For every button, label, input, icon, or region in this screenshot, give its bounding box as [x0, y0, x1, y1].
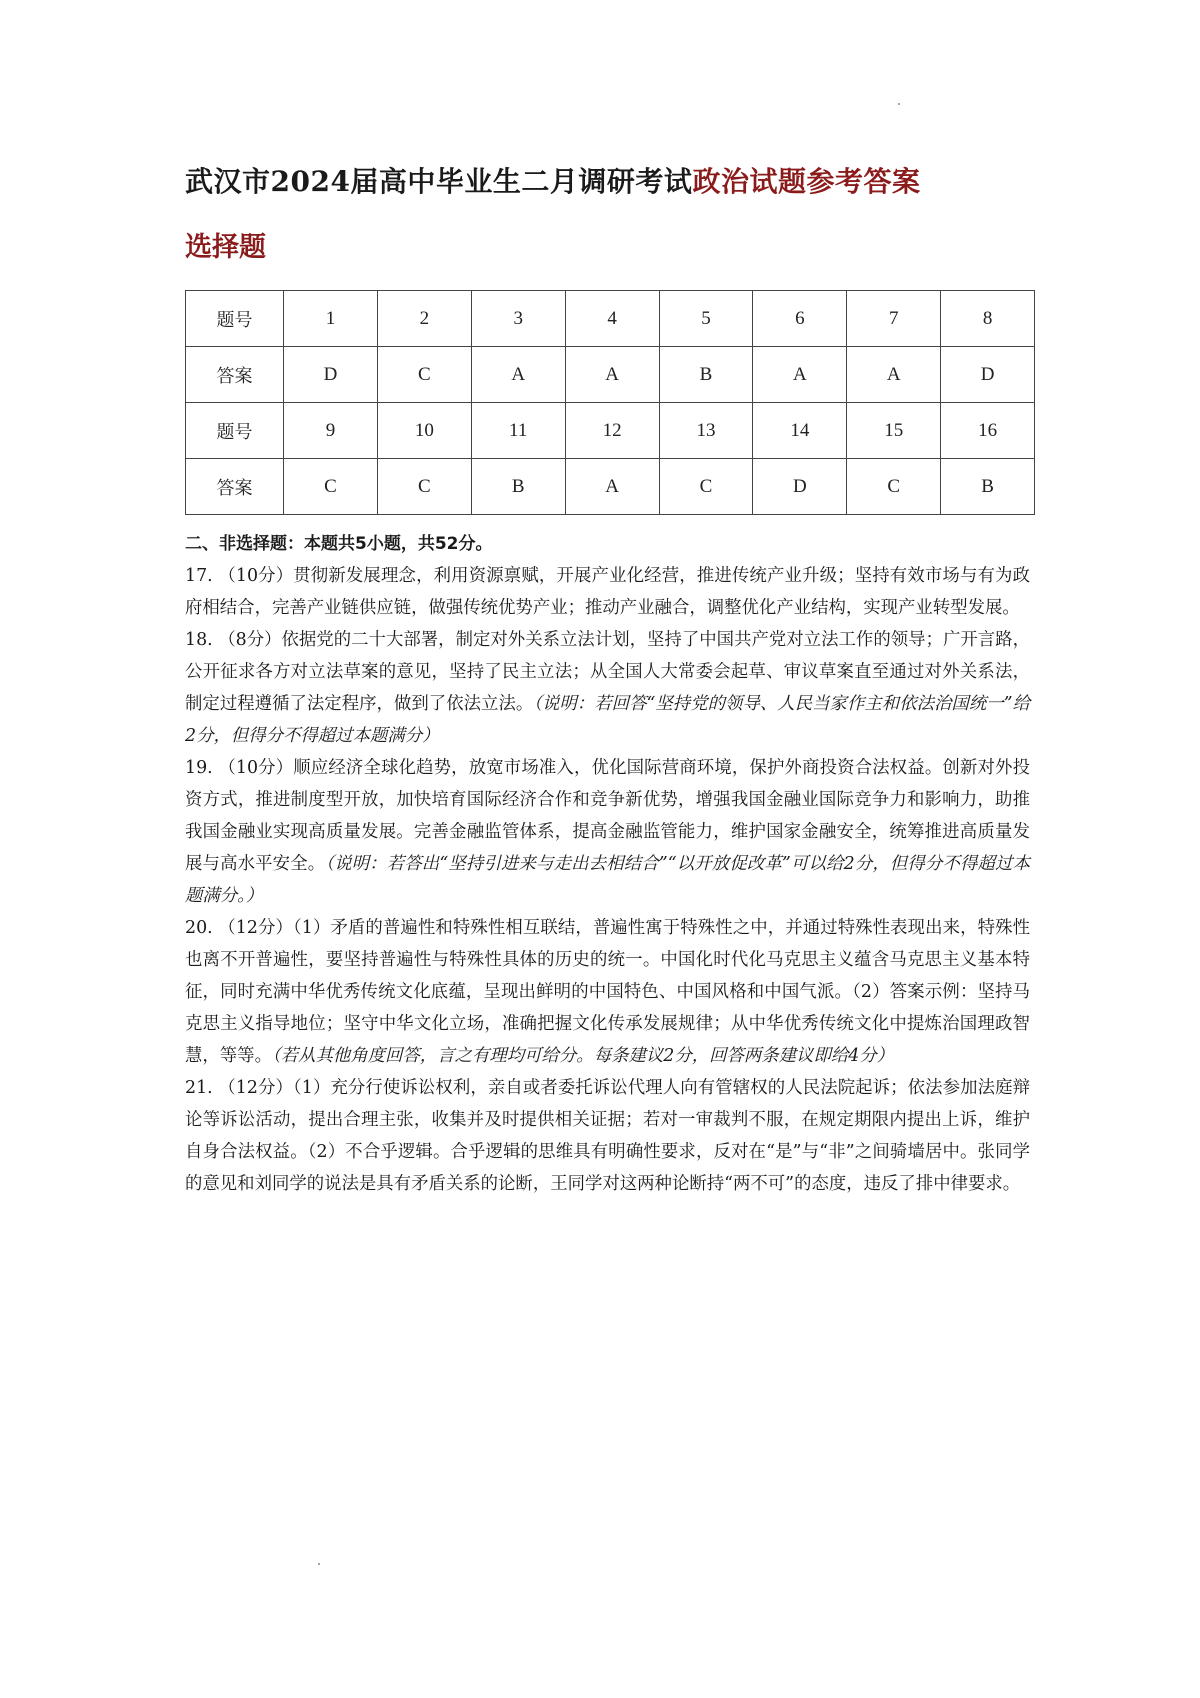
answer-table — [185, 290, 1035, 515]
row-label: 题号 — [186, 291, 284, 347]
table-cell: 14 — [753, 403, 847, 459]
table-cell: A — [471, 347, 565, 403]
answer-text: 18. （8分）依据党的二十大部署，制定对外关系立法计划，坚持了中国共产党对立法工作的领导；广开言路，公开征求各方对立法草案的意见，坚持了民主立法；从全国人大常委会起草、审议草案直至通过对外关系法，制定过程遵循了法定程序，做到了依法立法。 — [185, 630, 1030, 714]
table-cell: B — [941, 459, 1035, 515]
table-cell: D — [284, 347, 378, 403]
table-cell: 13 — [659, 403, 753, 459]
title-main: 武汉市2024届高中毕业生二月调研考试 — [185, 165, 693, 198]
table-row — [186, 403, 1035, 459]
table-cell: A — [565, 347, 659, 403]
table-cell: 16 — [941, 403, 1035, 459]
table-cell: 12 — [565, 403, 659, 459]
answer-text: 20. （12分）（1）矛盾的普遍性和特殊性相互联结，普遍性寓于特殊性之中，并通过特殊性表现出来，特殊性也离不开普遍性，要坚持普遍性与特殊性具体的历史的统一。中国化时代化马克思主义蕴含马克思主义基本特征，同时充满中华优秀传统文化底蕴，呈现出鲜明的中国特色、中国风格和中国气派。（2）答案示例：坚持马克思主义指导地位；坚守中华文化立场，准确把握文化传承发展规律；从中华优秀传统文化中提炼治国理政智慧，等等。 — [185, 918, 1030, 1066]
table-cell: 2 — [377, 291, 471, 347]
section-heading-choice: 选择题 — [185, 232, 266, 263]
table-cell: 9 — [284, 403, 378, 459]
scoring-note: （若从其他角度回答，言之有理均可给分。每条建议2分，回答两条建议即给4分） — [271, 1046, 895, 1066]
row-label: 答案 — [186, 347, 284, 403]
scoring-note: （说明：若答出“坚持引进来与走出去相结合”“以开放促改革”可以给2分，但得分不得超过本题满分。） — [185, 854, 1030, 906]
answer-q18 — [185, 624, 1030, 752]
table-cell: C — [377, 347, 471, 403]
table-cell: 11 — [471, 403, 565, 459]
question-list — [185, 560, 1030, 1200]
table-cell: A — [565, 459, 659, 515]
table-cell: D — [941, 347, 1035, 403]
table-cell: 15 — [847, 403, 941, 459]
table-cell: 10 — [377, 403, 471, 459]
answer-q21 — [185, 1072, 1030, 1200]
answer-q19 — [185, 752, 1030, 912]
table-cell: C — [659, 459, 753, 515]
answer-text: 17. （10分）贯彻新发展理念，利用资源禀赋，开展产业化经营，推进传统产业升级；坚持有效市场与有为政府相结合，完善产业链供应链，做强传统优势产业；推动产业融合，调整优化产业结构，实现产业转型发展。 — [185, 566, 1030, 618]
section-heading-nonchoice: 二、非选择题：本题共5小题，共52分。 — [185, 534, 493, 554]
table-row — [186, 347, 1035, 403]
table-cell: 5 — [659, 291, 753, 347]
table-cell: A — [753, 347, 847, 403]
scoring-note: （说明：若回答“坚持党的领导、人民当家作主和依法治国统一”给2分，但得分不得超过本题满分） — [185, 694, 1030, 746]
answers-body — [185, 528, 1030, 1200]
document-title — [185, 160, 1085, 200]
table-cell: 1 — [284, 291, 378, 347]
table-cell: D — [753, 459, 847, 515]
row-label: 答案 — [186, 459, 284, 515]
table-cell: C — [284, 459, 378, 515]
table-cell: 6 — [753, 291, 847, 347]
answer-q17 — [185, 560, 1030, 624]
scan-speck — [898, 103, 900, 105]
table-row — [186, 459, 1035, 515]
table-cell: 3 — [471, 291, 565, 347]
table-cell: B — [659, 347, 753, 403]
table-cell: B — [471, 459, 565, 515]
table-cell: 4 — [565, 291, 659, 347]
answer-text: 21. （12分）（1）充分行使诉讼权利，亲自或者委托诉讼代理人向有管辖权的人民法院起诉；依法参加法庭辩论等诉讼活动，提出合理主张，收集并及时提供相关证据；若对一审裁判不服，在规定期限内提出上诉，维护自身合法权益。（2）不合乎逻辑。合乎逻辑的思维具有明确性要求，反对在“是”与“非”之间骑墙居中。张同学的意见和刘同学的说法是具有矛盾关系的论断，王同学对这两种论断持“两不可”的态度，违反了排中律要求。 — [185, 1078, 1030, 1194]
table-cell: 7 — [847, 291, 941, 347]
answer-text: 19. （10分）顺应经济全球化趋势，放宽市场准入，优化国际营商环境，保护外商投资合法权益。创新对外投资方式，推进制度型开放，加快培育国际经济合作和竞争新优势，增强我国金融业国际竞争力和影响力，助推我国金融业实现高质量发展。完善金融监管体系，提高金融监管能力，维护国家金融安全，统筹推进高质量发展与高水平安全。 — [185, 758, 1030, 874]
answer-q20 — [185, 912, 1030, 1072]
table-cell: 8 — [941, 291, 1035, 347]
table-cell: C — [847, 459, 941, 515]
scan-speck — [318, 1563, 320, 1565]
row-label: 题号 — [186, 403, 284, 459]
title-subject: 政治试题参考答案 — [692, 165, 921, 198]
table-cell: C — [377, 459, 471, 515]
table-row — [186, 291, 1035, 347]
table-cell: A — [847, 347, 941, 403]
